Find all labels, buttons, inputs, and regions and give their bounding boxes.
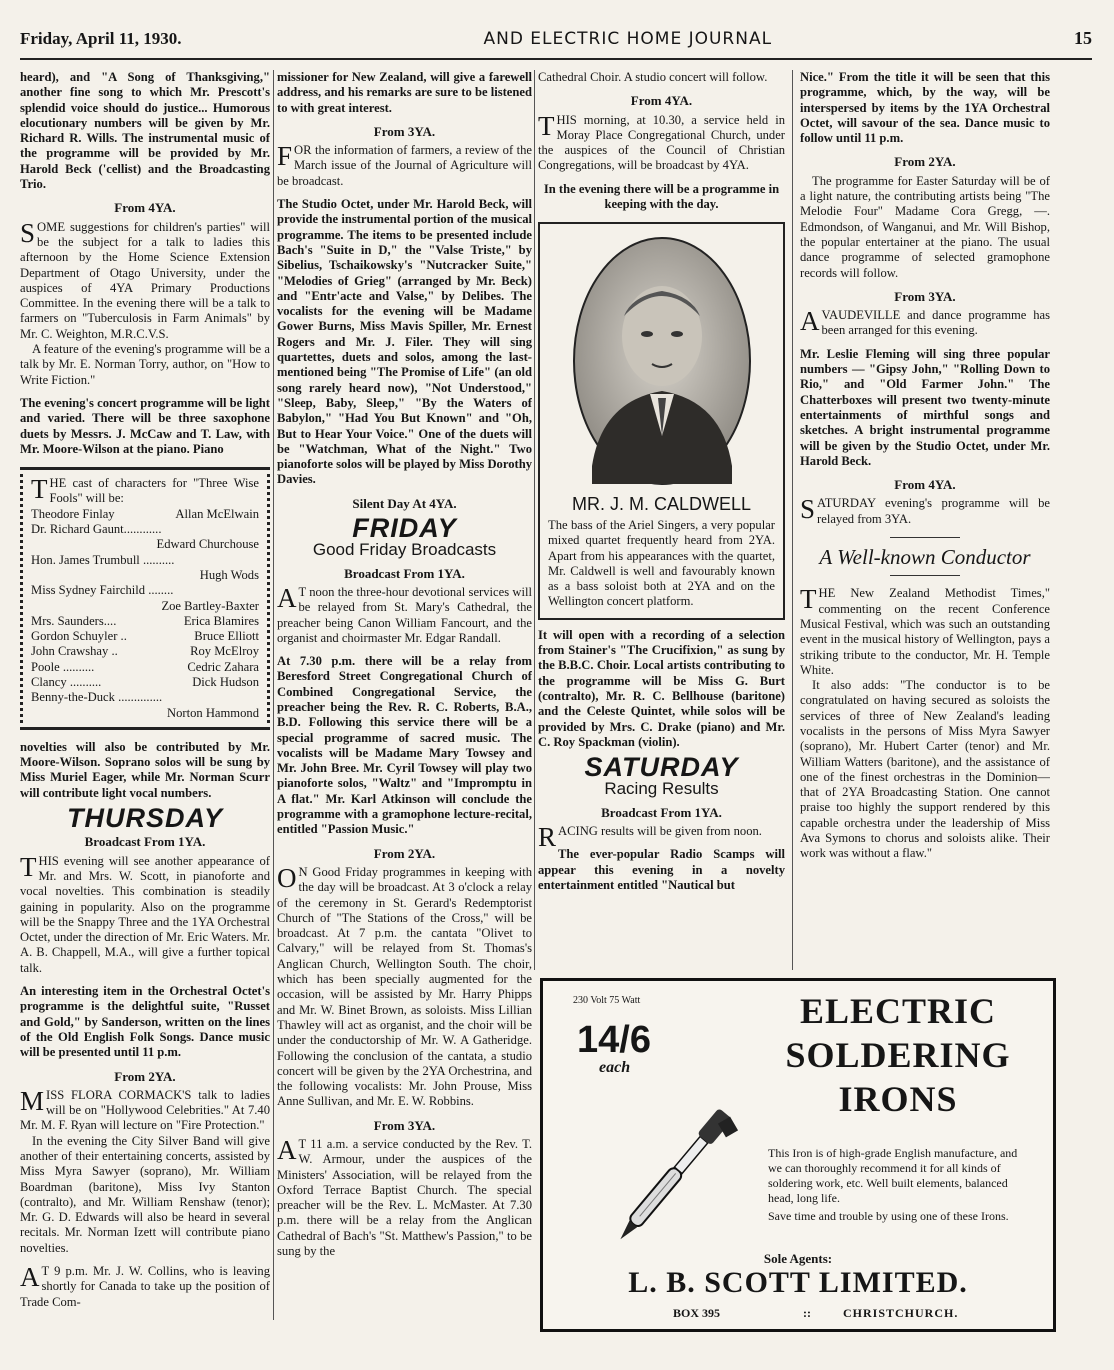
cast-row	[31, 629, 259, 644]
cast-row	[31, 568, 259, 583]
article-text: In the evening there will be a programme in keeping with the day.	[543, 181, 780, 212]
ad-headline-line: SOLDERING	[785, 1035, 1011, 1075]
article-text: In the evening the City Silver Band will give another of their entertaining concerts, assisted by Miss Myra Sawyer (soprano), Mr. William Boardman (baritone), Miss Ivy Stanton (contralto), and Mr. William Renshaw (tenor); Mr. G. D. Edwards will also be heard in several recitals. Mr. Norman Izett will contribute piano novelties.	[20, 1133, 270, 1255]
article-text: VAUDEVILLE and dance programme has been arranged for this evening.	[821, 308, 1050, 338]
article-text: ACING results will be given from noon.	[558, 824, 762, 839]
ad-spec: 230 Volt 75 Watt	[573, 995, 641, 1006]
drop-cap: A	[20, 1262, 40, 1293]
cast-actor: Edward Churchouse	[156, 537, 259, 552]
cast-row	[31, 553, 259, 568]
drop-cap: S	[800, 494, 816, 525]
ad-headline-line: IRONS	[838, 1079, 958, 1119]
drop-cap: T	[20, 851, 37, 882]
article-text: T 11 a.m. a service conducted by the Rev. T. W. Armour, under the auspices of the Ministers' Association, will be relayed from the Oxford Terrace Baptist Church. The special preacher will be the Rev. L. McMaster. At 7.30 p.m. there will be a relay from the Anglican Cathedral of Bach's "St. Matthew's Passion," to be sung by the	[277, 1137, 532, 1259]
cast-role: Hon. James Trumbull ..........	[31, 552, 175, 567]
cast-role: Clancy ..........	[31, 674, 102, 689]
cast-role: Poole ..........	[31, 659, 95, 674]
drop-cap: A	[800, 306, 820, 337]
ad-headline	[763, 989, 1033, 1121]
section-heading: Silent Day At 4YA.	[352, 495, 457, 511]
day-heading: SATURDAY	[584, 752, 739, 783]
article-text: heard), and "A Song of Thanksgiving," another fine song to which Mr. Prescott's splendid voice should do justice... Humorous elocutionary numbers will be given by Mr. Richard R. Wills. The instrumental music of the programme will be provided by Mr. Harold Beck ('cellist) and the Broadcasting Trio.	[20, 70, 270, 192]
drop-cap: T	[538, 110, 555, 141]
cast-actor: Bruce Elliott	[194, 629, 259, 644]
soldering-iron-advertisement	[540, 978, 1056, 1332]
cast-row	[31, 507, 259, 522]
column-1	[20, 70, 270, 1310]
ad-description-text: Save time and trouble by using one of these Irons.	[768, 1209, 1009, 1223]
article-text: ISS FLORA CORMACK'S talk to ladies will be on "Hollywood Celebrities." At 7.40 Mr. M. F. Ryan will lecture on "Fire Protection."	[20, 1087, 270, 1133]
cast-row	[31, 675, 259, 690]
portrait-caption: MR. J. M. CALDWELL	[571, 493, 752, 514]
drop-cap: R	[538, 822, 557, 853]
cast-row	[31, 690, 259, 705]
cast-row	[31, 644, 259, 659]
ad-city: CHRISTCHURCH.	[843, 1306, 959, 1320]
section-heading: From 4YA.	[630, 93, 693, 109]
cast-intro: HE cast of characters for "Three Wise Fools" will be:	[49, 476, 259, 506]
cast-role: John Crawshay ..	[31, 644, 118, 659]
column-rule	[273, 70, 274, 1320]
ad-box-number: BOX 395	[673, 1306, 721, 1320]
cast-role: Benny-the-Duck ..............	[31, 690, 163, 705]
issue-date: Friday, April 11, 1930.	[20, 29, 182, 48]
day-heading: FRIDAY	[352, 513, 457, 544]
article-text: HE New Zealand Methodist Times," commenting on the recent Conference Musical Festival, which was such an outstanding event in the musical history of Wellington, pays a striking tribute to the conductor, Mr. H. Temple White.	[800, 586, 1050, 677]
article-text: T 9 p.m. Mr. J. W. Collins, who is leaving shortly for Canada to take up the position of Trade Com-	[20, 1264, 270, 1309]
article-text: ATURDAY evening's programme will be relayed from 3YA.	[817, 496, 1050, 526]
article-headline: A Well-known Conductor	[819, 545, 1031, 570]
soldering-iron-icon	[599, 1081, 759, 1246]
cast-row	[31, 537, 259, 552]
section-heading: From 2YA.	[114, 1068, 176, 1084]
drop-cap: A	[277, 582, 297, 613]
cast-actor: Cedric Zahara	[187, 659, 259, 674]
drop-cap: T	[31, 474, 48, 505]
section-heading: From 4YA.	[894, 477, 956, 493]
section-heading: Broadcast From 1YA.	[84, 834, 206, 850]
article-text: The evening's concert programme will be light and varied. There will be three saxophone duets by Messrs. J. McCaw and T. Law, with Mr. Moore-Wilson at the piano. Piano	[20, 395, 270, 456]
article-text: It will open with a recording of a selection from Stainer's "The Crucifixion," as sung by the B.B.C. Choir. Local artists contributing to the programme will be Miss G. Burt (contralto), Mr. R. C. Bellhouse (baritone) and the Celeste Quintet, while solos will be provided by Mrs. C. Drake (piano) and Mr. C. Roy Spackman (violin).	[538, 627, 785, 749]
article-text: N Good Friday programmes in keeping with the day will be broadcast. At 3 o'clock a relay of the ceremony in St. Gerard's Redemptorist Church of "The Stations of the Cross," will be broadcast. At 7 p.m. the cantata "Olivet to Calvary," will be relayed from St. Thomas's Anglican Church, Wellington South. The choir, which has been specially augmented for the occasion, will be assisted by Mr. Harry Phipps and Mr. W. Binet Brown, as soloists. Miss Lillian Thawley will act as organist, and the choir will be under the conductorship of Mr. W. A Gatheridge. Following the conclusion of the cantata, a studio concert will be given by the 2YA Orchestrina, and the following vocalists: Mr. John Prouse, Miss Anne Sullivan, and Mr. E. W. Robbins.	[277, 864, 532, 1109]
day-heading: THURSDAY	[67, 803, 223, 834]
article-text: novelties will also be contributed by Mr. Moore-Wilson. Soprano solos will be sung by Miss Muriel Eager, while Mr. Norman Scurr will contribute light vocal numbers.	[20, 739, 270, 800]
drop-cap: T	[800, 584, 817, 615]
section-heading: Broadcast From 1YA.	[601, 804, 722, 820]
ad-description	[768, 1146, 1033, 1227]
cast-list	[31, 507, 259, 721]
article-text: OR the information of farmers, a review of the March issue of the Journal of Agriculture will be broadcast.	[277, 143, 532, 188]
article-text: The Studio Octet, under Mr. Harold Beck, will provide the instrumental portion of the musical programme. The items to be presented include Bach's "Suite in D," the "Valse Triste," by Sibelius, Tschaikowsky's "Nutcracker Suite," "Melodies of Grieg" (arranged by Mr. Beck) and "Entr'acte and Valse," by Delibes. The vocalists for the evening will be Madame Gower Burns, Miss Mavis Spiller, Mr. Ernest Rogers and Mr. J. Filer. They will sing quartettes, duets and solos, among the last-mentioned being "The Promise of Life" (an old song rarely heard now), "Not Understood," "Sleep, Baby, Sleep," "By the Waters of Babylon," "Had You But Known" and "Oh, But to Hear Your Voice." One of the duets will be "Watchman, What of the Night." Two pianoforte solos will be played by Miss Dorothy Davies.	[277, 197, 532, 487]
divider	[890, 537, 960, 538]
cast-actor: Dick Hudson	[192, 674, 259, 689]
column-2	[277, 70, 532, 1310]
article-text: An interesting item in the Orchestral Octet's programme is the delightful suite, "Russet and Gold," by Sanderson, written on the lines of the Old English Folk Songs. Dance music will be presented until 11 p.m.	[20, 984, 270, 1060]
cast-actor: Roy McElroy	[190, 644, 259, 659]
section-heading: Broadcast From 1YA.	[344, 565, 465, 581]
cast-row	[31, 660, 259, 675]
article-text: A feature of the evening's programme will be a talk by Mr. E. Norman Torry, author, on "How to Write Fiction."	[20, 342, 270, 387]
cast-role: Theodore Finlay	[31, 506, 115, 521]
ad-headline-line: ELECTRIC	[799, 991, 997, 1031]
cast-row	[31, 583, 259, 598]
drop-cap: S	[20, 217, 36, 248]
cast-box	[20, 467, 270, 730]
cast-role: Dr. Richard Gaunt............	[31, 522, 162, 537]
article-text: The ever-popular Radio Scamps will appear this evening in a novelty entertainment entitled "Nautical but	[538, 847, 785, 892]
column-rule	[792, 70, 793, 970]
ad-separator: ::	[803, 1306, 811, 1320]
cast-row	[31, 706, 259, 721]
portrait-photo	[572, 236, 752, 486]
cast-actor: Allan McElwain	[175, 506, 259, 521]
portrait-feature	[538, 222, 785, 619]
cast-actor: Erica Blamires	[183, 613, 259, 628]
article-text: At 7.30 p.m. there will be a relay from Beresford Street Congregational Church of Combined Congregational Service, the preacher being the Rev. R. C. Roberts, B.A., B.D. Following this service there will be a special programme of sacred music. The vocalists will be Madame Mary Towsey and Mr. John Bree. Mr. Cyril Towsey will play two pianoforte solos, "Waltz" and "Impromptu in A flat." Mr. Karl Atkinson will conclude the programme with a gramophone lecture-recital, entitled "Passion Music."	[277, 654, 532, 837]
day-subheading: Good Friday Broadcasts	[312, 540, 497, 560]
article-text: T noon the three-hour devotional services will be relayed from St. Mary's Cathedral, the preacher being Canon William Fancourt, and the organist and choirmaster Mr. Edgar Randall.	[277, 584, 532, 645]
portrait-description: The bass of the Ariel Singers, a very popular mixed quartet frequently heard from 2YA. Apart from his appearances with the quartet, Mr. Caldwell is well and favourably known as a bass soloist both at 2YA and on the Wellington concert platform.	[548, 517, 775, 609]
cast-role: Gordon Schuyler ..	[31, 629, 127, 644]
cast-actor: Hugh Wods	[199, 567, 259, 582]
ad-price: 14/6	[577, 1019, 651, 1061]
column-4	[800, 70, 1050, 970]
ad-company: L. B. SCOTT LIMITED.	[628, 1266, 968, 1299]
article-text: missioner for New Zealand, will give a farewell address, and his remarks are sure to be listened to with great interest.	[277, 70, 532, 115]
day-subheading: Racing Results	[604, 779, 719, 799]
article-text: OME suggestions for children's parties" will be the subject for a talk to ladies this afternoon by the Home Science Extension Department of Otago University, under the auspices of 4YA Primary Productions Committee. In the evening there will be a talk to farmers on "Tuberculosis in Farm Animals" by Mr. C. Weighton, M.R.C.V.S.	[20, 219, 270, 341]
drop-cap: M	[20, 1085, 45, 1116]
article-text: Cathedral Choir. A studio concert will follow.	[538, 70, 768, 84]
article-text: It also adds: "The conductor is to be congratulated on having secured as soloists the services of three of New Zealand's leading vocalists in the persons of Miss Myra Sawyer (soprano), Mr. Hubert Carter (tenor) and Mr. William Watters (baritone), and the assistance of one of the finest orchestras in the Dominion—that of 2YA Broadcasting Station. One cannot praise too highly the support rendered by this capable orchestra under the leadership of Miss Ava Symons to chorus and soloists alike. Their work was without a flaw."	[800, 678, 1050, 861]
section-heading: From 2YA.	[894, 154, 956, 170]
column-3	[538, 70, 785, 970]
cast-actor: Zoe Bartley-Baxter	[161, 598, 259, 613]
article-text: HIS morning, at 10.30, a service held in Moray Place Congregational Church, under the auspices of the Council of Christian Congregations, will be broadcast by 4YA.	[538, 112, 785, 173]
ad-price-unit: each	[599, 1059, 631, 1076]
section-heading: From 3YA.	[373, 123, 436, 139]
drop-cap: O	[277, 862, 297, 893]
section-heading: From 3YA.	[373, 1117, 436, 1133]
drop-cap: F	[277, 141, 293, 172]
section-heading: From 4YA.	[114, 200, 176, 216]
column-rule	[534, 70, 535, 970]
section-heading: From 3YA.	[894, 288, 956, 304]
article-text: The programme for Easter Saturday will be of a light nature, the contributing artists being "The Melodie Four" Madame Cora Gregg, —. Edmondson, of Wanganui, and Mr. Will Bishop, the popular entertainer at the piano. The usual dance programme of selected gramophone records will follow.	[800, 173, 1050, 280]
ad-description-text: This Iron is of high-grade English manufacture, and we can thoroughly recommend it for all kinds of soldering work, etc. Well built elements, balanced head, long life.	[768, 1146, 1018, 1205]
divider	[890, 575, 960, 576]
cast-actor: Norton Hammond	[167, 705, 259, 720]
cast-row	[31, 614, 259, 629]
article-text: Nice." From the title it will be seen that this programme, which, by the way, will be interspersed by items by the 1YA Orchestral Octet, will savour of the sea. Dance music to follow until 11 p.m.	[800, 70, 1050, 146]
cast-role: Mrs. Saunders....	[31, 613, 117, 628]
cast-row	[31, 599, 259, 614]
publication-title: AND ELECTRIC HOME JOURNAL	[483, 29, 773, 49]
masthead	[20, 28, 1092, 60]
cast-role: Miss Sydney Fairchild ........	[31, 583, 174, 598]
article-text: HIS evening will see another appearance of Mr. and Mrs. W. Scott, in pianoforte and vocal novelties. This combination is steadily gaining in popularity. Also on the programme will be the Snappy Three and the 1YA Orchestral Octet, under the direction of Mr. Eric Waters. Mr. A. B. Chappell, M.A., will give a further topical talk.	[20, 853, 270, 975]
ad-agents-label: Sole Agents:	[763, 1251, 833, 1266]
cast-row	[31, 522, 259, 537]
article-text: Mr. Leslie Fleming will sing three popular numbers — "Gipsy John," "Rolling Down to Rio," and "Old Farmer John." The Chatterboxes will present two twenty-minute entertainments of mirthful songs and sketches. A bright instrumental programme will be given by the Studio Octet, under Mr. Harold Beck.	[800, 346, 1050, 468]
page-number: 15	[1074, 28, 1092, 48]
drop-cap: A	[277, 1135, 297, 1165]
section-heading: From 2YA.	[373, 845, 436, 861]
